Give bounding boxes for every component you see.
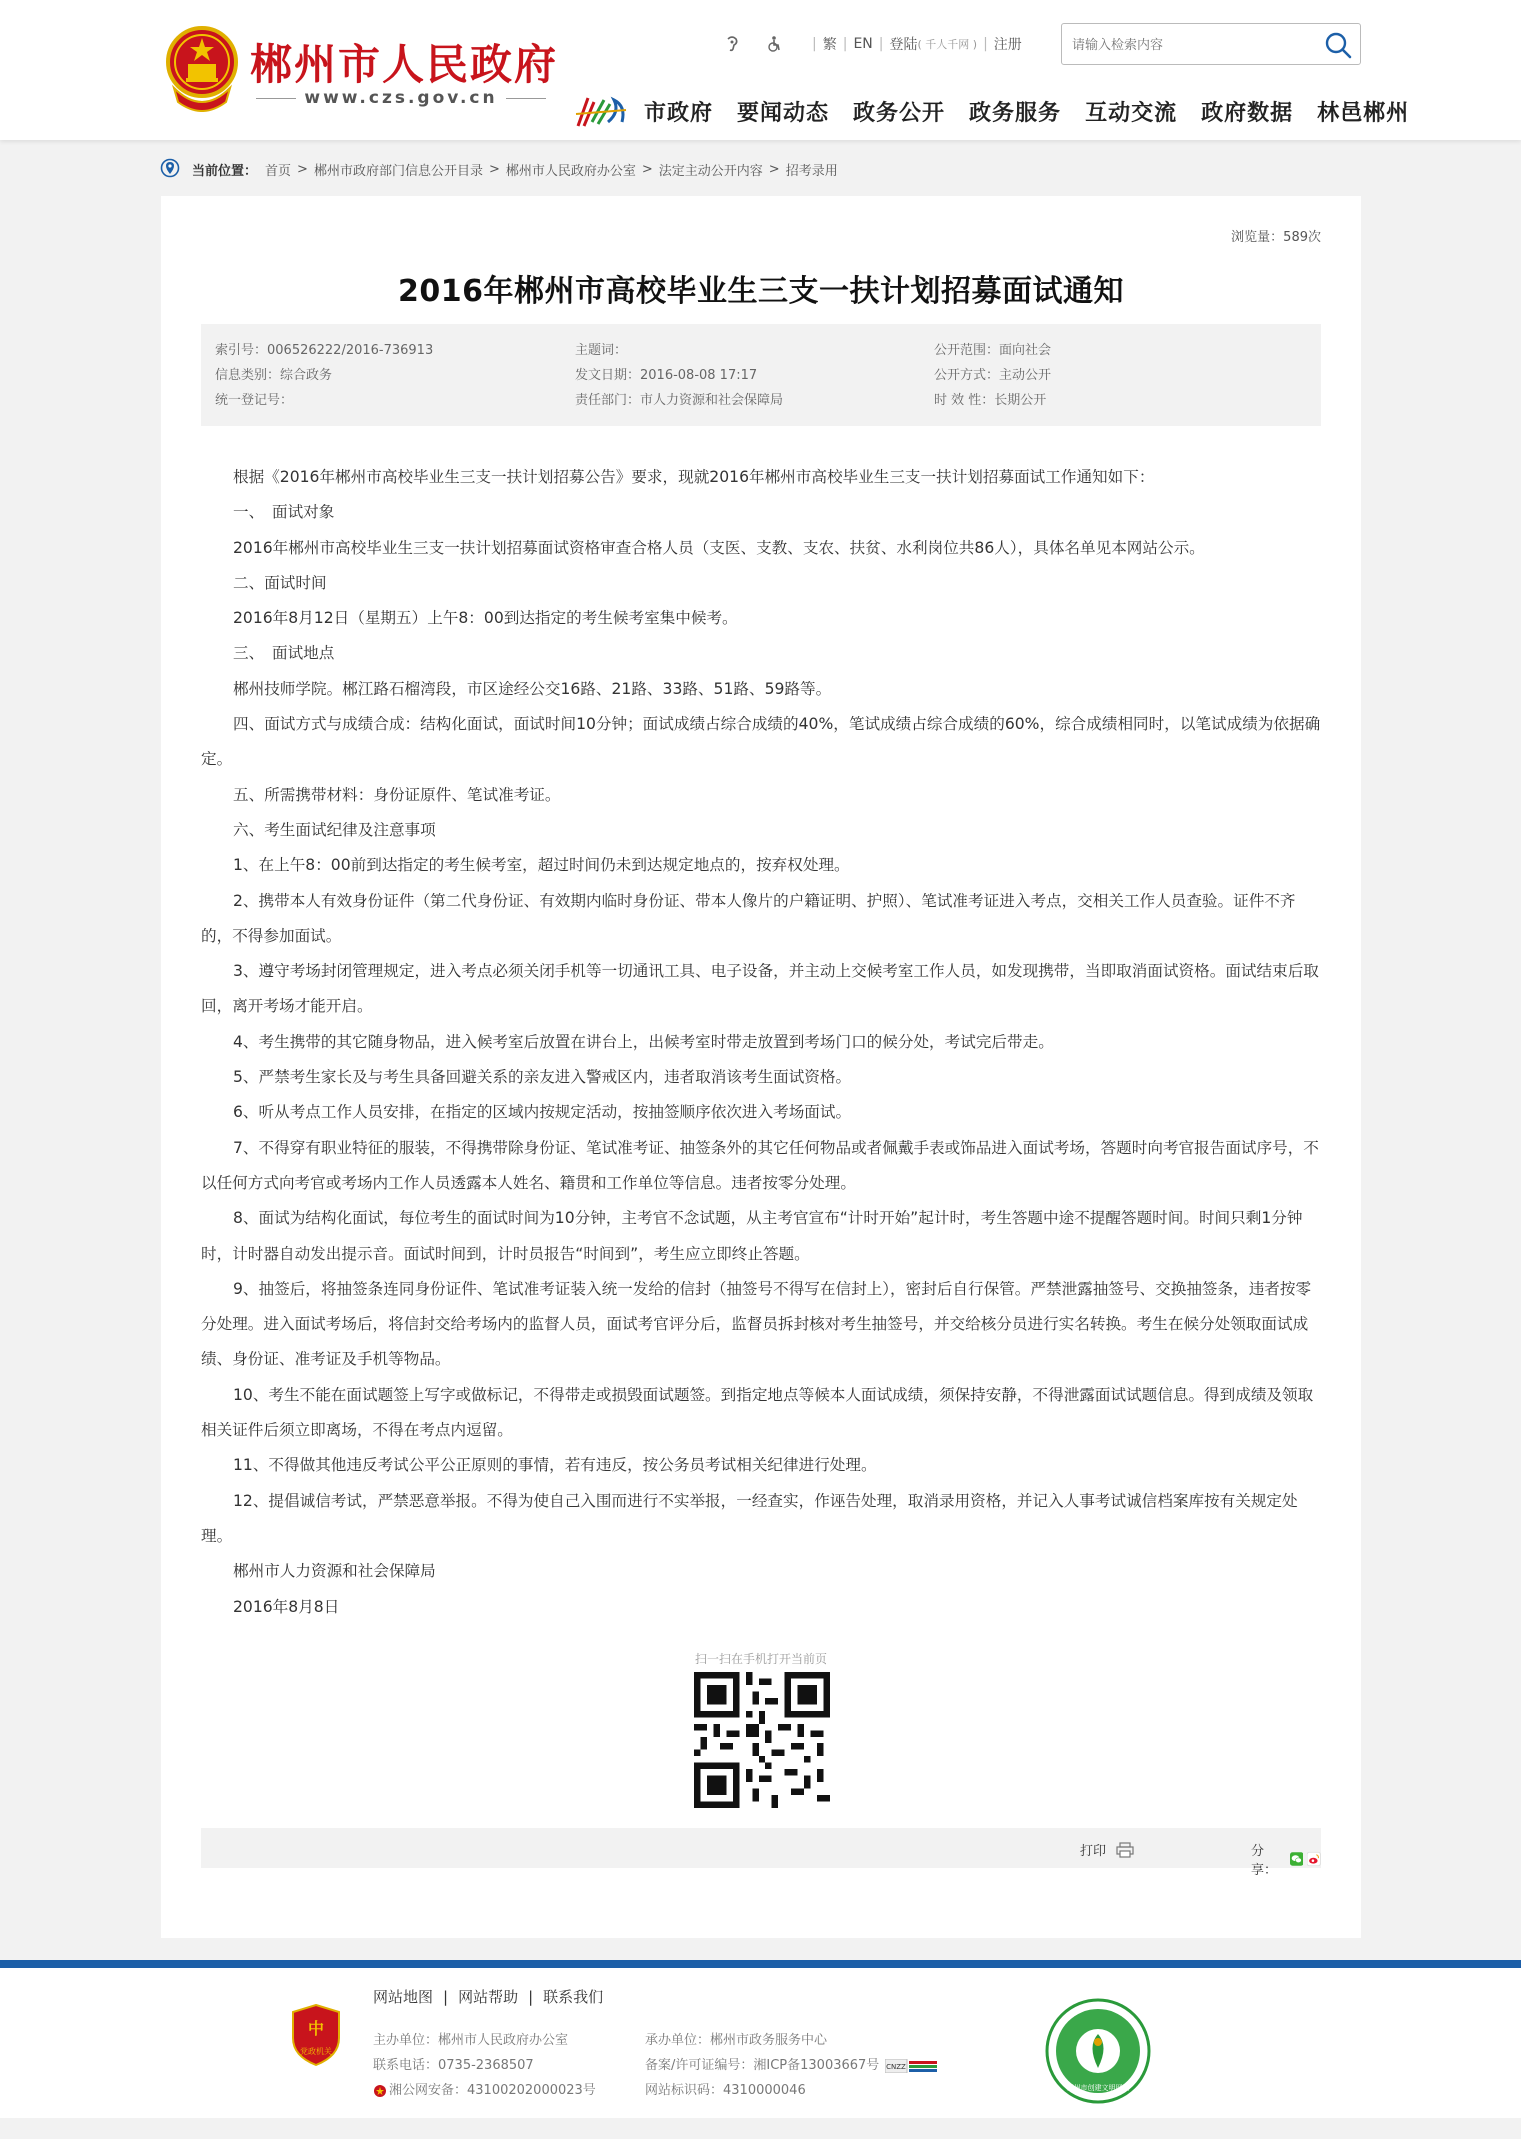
view-count: 浏览量：589次	[1231, 230, 1321, 245]
qr-caption: 扫一扫在手机打开当前页	[694, 1652, 827, 1666]
police-badge-icon	[373, 2084, 387, 2098]
separator: |	[443, 1988, 449, 2006]
paragraph: 三、 面试地点	[233, 644, 335, 663]
accessibility-ears-icon[interactable]	[722, 34, 742, 54]
icp-record	[645, 2053, 937, 2078]
site-title[interactable]: 郴州市人民政府	[250, 40, 559, 89]
main-nav	[644, 96, 1409, 127]
meta-index-number: 索引号：006526222/2016-736913	[215, 343, 434, 358]
site-footer	[0, 1968, 1521, 2118]
national-emblem-icon	[164, 24, 240, 112]
contact-phone: 联系电话：0735-2368507	[373, 2058, 534, 2073]
paragraph: 8、面试为结构化面试，每位考生的面试时间为10分钟，主考官不念试题，从主考官宣布“计时开始”起计时，考生答题中途不提醒答题时间。时间只剩1分钟时，计时器自动发出提示音。面试时间到，计时员报告“时间到”，考生应立即终止答题。	[201, 1209, 1303, 1263]
civilized-website-badge-icon[interactable]	[1045, 1998, 1151, 2104]
footer-link-sitemap[interactable]: 网站地图	[373, 1988, 434, 2006]
footer-right-info	[645, 2028, 937, 2103]
search-input[interactable]	[1072, 33, 1312, 57]
login-link[interactable]: 登陆	[889, 37, 918, 53]
paragraph: 5、严禁考生家长及与考生具备回避关系的亲友进入警戒区内，违者取消该考生面试资格。	[233, 1068, 852, 1087]
meta-department: 责任部门：市人力资源和社会保障局	[575, 393, 784, 408]
site-header	[0, 0, 1521, 140]
paragraph: 11、不得做其他违反考试公平公正原则的事情，若有违反，按公务员考试相关纪律进行处理。	[233, 1456, 877, 1475]
cnzz-stat-icon[interactable]	[885, 2059, 937, 2073]
meta-column-1	[215, 338, 433, 413]
paragraph: 六、考生面试纪律及注意事项	[233, 820, 436, 839]
share-group	[1251, 1840, 1321, 1878]
paragraph: 2、携带本人有效身份证件（第二代身份证、有效期内临时身份证、带本人像片的户籍证明、护照）、笔试准考证进入考点，交相关工作人员查验。证件不齐的，不得参加面试。	[201, 891, 1296, 945]
utility-bar	[722, 34, 1022, 54]
signature-department: 郴州市人力资源和社会保障局	[233, 1562, 436, 1581]
search-icon[interactable]	[1324, 31, 1352, 59]
separator: |	[878, 36, 884, 52]
nav-item-government-services[interactable]: 政务服务	[969, 101, 1062, 126]
meta-column-3	[934, 338, 1051, 413]
paragraph: 根据《2016年郴州市高校毕业生三支一扶计划招募公告》要求，现就2016年郴州市高校毕业生三支一扶计划招募面试工作通知如下：	[233, 468, 1155, 486]
paragraph: 4、考生携带的其它随身物品，进入候考室后放置在讲台上，出候考室时带走放置到考场门口的候分处，考试完后带走。	[233, 1032, 1054, 1051]
separator: |	[528, 1988, 534, 2006]
article-meta	[201, 324, 1321, 426]
article-body	[201, 460, 1321, 1625]
meta-scope: 公开范围：面向社会	[934, 343, 1052, 358]
party-government-badge-icon[interactable]	[291, 2004, 341, 2066]
breadcrumb-separator: >	[768, 161, 780, 177]
icp-record-text[interactable]: 备案/许可证编号：湘ICP备13003667号	[645, 2058, 880, 2073]
nav-item-interaction[interactable]: 互动交流	[1085, 101, 1178, 126]
share-label: 分享：	[1251, 1844, 1278, 1878]
article-title: 2016年郴州市高校毕业生三支一扶计划招募面试通知	[398, 274, 1124, 309]
operator-organization: 承办单位：郴州市政务服务中心	[645, 2033, 828, 2048]
wechat-share-icon[interactable]	[1290, 1851, 1304, 1867]
site-identifier: 网站标识码：4310000046	[645, 2083, 806, 2098]
footer-link-contact[interactable]: 联系我们	[543, 1988, 604, 2006]
breadcrumb-separator: >	[297, 161, 308, 177]
paragraph: 五、所需携带材料：身份证原件、笔试准考证。	[233, 785, 561, 804]
paragraph: 10、考生不能在面试题签上写字或做标记，不得带走或损毁面试题签。到指定地点等候本人面试成绩，须保持安静，不得泄露面试试题信息。得到成绩及领取相关证件后须立即离场，不得在考点内逗留。	[201, 1385, 1314, 1440]
signature-date: 2016年8月8日	[233, 1597, 340, 1616]
breadcrumb-home[interactable]: 首页	[265, 163, 292, 179]
paragraph: 12、提倡诚信考试，严禁恶意举报。不得为使自己入围而进行不实举报，一经查实，作诬告处理，取消录用资格，并记入人事考试诚信档案库按有关规定处理。	[201, 1491, 1298, 1545]
english-link[interactable]: EN	[853, 36, 873, 52]
search-box	[1061, 23, 1361, 65]
paragraph: 6、听从考点工作人员安排，在指定的区域内按规定活动，按抽签顺序依次进入考场面试。	[233, 1103, 852, 1122]
accessibility-wheelchair-icon[interactable]	[764, 34, 784, 54]
nav-item-linyi-chenzhou[interactable]: 林邑郴州	[1317, 101, 1410, 126]
paragraph: 四、面试方式与成绩合成：结构化面试，面试时间10分钟；面试成绩占综合成绩的40%，笔试成绩占综合成绩的60%，综合成绩相同时，以笔试成绩为依据确定。	[201, 715, 1321, 769]
civ-badge-text: 郴州市创建文明网站	[1066, 2084, 1130, 2092]
breadcrumb-label: 当前位置：	[192, 163, 258, 179]
meta-category: 信息类别：综合政务	[215, 368, 333, 383]
article-card	[161, 196, 1361, 1938]
paragraph: 一、 面试对象	[233, 503, 335, 522]
login-note: ( 千人千网 )	[917, 38, 978, 51]
nav-item-government-affairs[interactable]: 政务公开	[853, 101, 946, 126]
public-security-record	[373, 2078, 596, 2103]
lin-logo-icon	[574, 92, 628, 132]
svg-text:CNZZ: CNZZ	[886, 2062, 907, 2071]
breadcrumb	[160, 158, 838, 180]
paragraph: 9、抽签后，将抽签条连同身份证件、笔试准考证装入统一发给的信封（抽签号不得写在信封上），密封后自行保管。严禁泄露抽签号、交换抽签条，违者按零分处理。进入面试考场后，将信封交给考场内的监督人员，面试考官评分后，监督员拆封核对考生抽签号，并交给核分员进行实名转换。考生在候分处领取面试成绩、身份证、准考证及手机等物品。	[201, 1279, 1312, 1369]
nav-item-city-government[interactable]: 市政府	[644, 101, 714, 126]
breadcrumb-separator: >	[488, 161, 500, 177]
separator: |	[842, 36, 848, 52]
paragraph: 3、遵守考场封闭管理规定，进入考点必须关闭手机等一切通讯工具、电子设备，并主动上交候考室工作人员，如发现携带，当即取消面试资格。面试结束后取回，离开考场才能开启。	[201, 962, 1319, 1016]
meta-publish-date: 发文日期：2016-08-08 17:17	[575, 368, 758, 383]
meta-column-2	[575, 338, 783, 413]
nav-item-government-data[interactable]: 政府数据	[1201, 101, 1294, 126]
paragraph: 2016年郴州市高校毕业生三支一扶计划招募面试资格审查合格人员（支医、支教、支农、扶贫、水利岗位共86人），具体名单见本网站公示。	[233, 538, 1205, 557]
meta-publish-method: 公开方式：主动公开	[934, 368, 1052, 383]
register-link[interactable]: 注册	[993, 37, 1022, 53]
footer-left-info	[373, 2028, 596, 2103]
host-organization: 主办单位：郴州市人民政府办公室	[373, 2033, 569, 2048]
footer-link-help[interactable]: 网站帮助	[458, 1988, 519, 2006]
svg-text:中: 中	[307, 2019, 325, 2038]
breadcrumb-statutory[interactable]: 法定主动公开内容	[658, 163, 763, 179]
print-label: 打印	[1080, 1844, 1107, 1859]
breadcrumb-directory[interactable]: 郴州市政府部门信息公开目录	[313, 163, 483, 179]
paragraph: 2016年8月12日（星期五）上午8：00到达指定的考生候考室集中候考。	[233, 609, 738, 628]
public-security-text[interactable]: 湘公网安备：43100202000023号	[389, 2083, 596, 2098]
paragraph: 二、面试时间	[233, 573, 327, 592]
traditional-chinese-link[interactable]: 繁	[822, 37, 837, 53]
location-pin-icon	[160, 158, 180, 180]
meta-keywords: 主题词：	[575, 343, 628, 358]
meta-validity: 时 效 性：长期公开	[934, 393, 1047, 408]
footer-divider	[0, 1960, 1521, 1968]
badge-text: 党政机关	[300, 2047, 332, 2056]
paragraph: 郴州技师学院。郴江路石榴湾段，市区途经公交16路、21路、33路、51路、59路等。	[233, 679, 832, 698]
meta-registration-number: 统一登记号：	[215, 393, 294, 408]
site-domain: www.czs.gov.cn	[256, 88, 546, 108]
share-bar	[201, 1828, 1321, 1878]
printer-icon	[1116, 1842, 1134, 1858]
breadcrumb-recruitment[interactable]: 招考录用	[785, 163, 838, 179]
footer-links	[373, 1986, 603, 2007]
breadcrumb-separator: >	[641, 161, 653, 177]
paragraph: 7、不得穿有职业特征的服装，不得携带除身份证、笔试准考证、抽签条外的其它任何物品或者佩戴手表或饰品进入面试考场，答题时向考官报告面试序号，不以任何方式向考官或考场内工作人员透露本人姓名、籍贯和工作单位等信息。违者按零分处理。	[201, 1138, 1319, 1192]
separator: |	[983, 36, 988, 52]
qr-code-icon	[694, 1672, 830, 1808]
nav-item-news[interactable]: 要闻动态	[737, 101, 830, 126]
separator: |	[812, 36, 817, 52]
paragraph: 1、在上午8：00前到达指定的考生候考室，超过时间仍未到达规定地点的，按弃权处理。	[233, 856, 850, 875]
breadcrumb-office[interactable]: 郴州市人民政府办公室	[505, 163, 636, 179]
weibo-share-icon[interactable]	[1307, 1851, 1321, 1867]
print-button[interactable]	[1080, 1840, 1134, 1859]
